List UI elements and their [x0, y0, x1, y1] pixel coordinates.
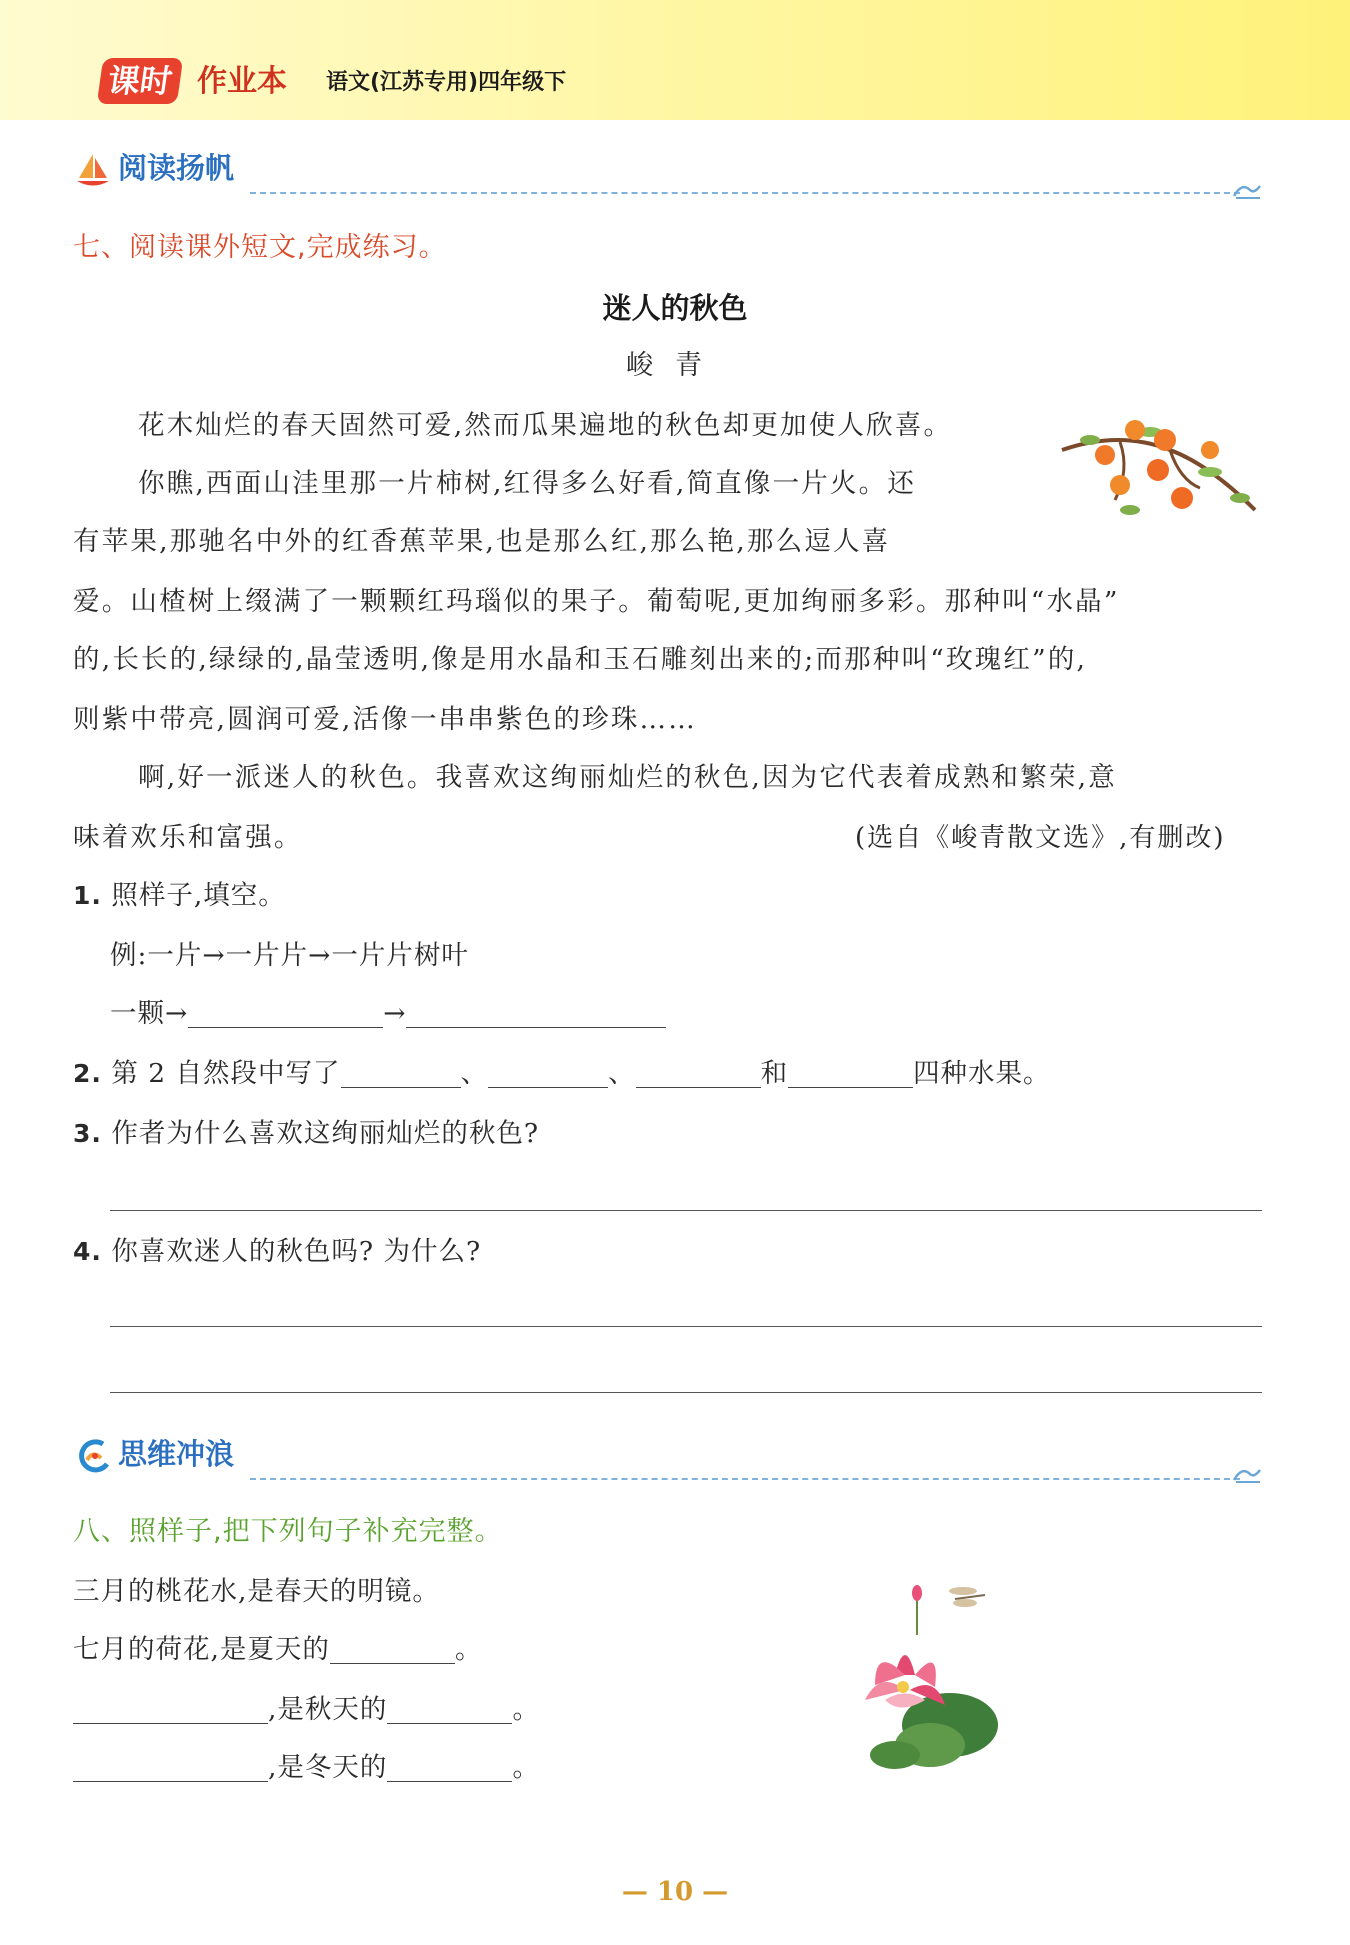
section-divider [250, 1478, 1240, 1480]
exercise-prompt: 你喜欢迷人的秋色吗? 为什么? [111, 1236, 482, 1267]
surf-wave-icon [73, 1436, 113, 1476]
answer-blank[interactable] [636, 1057, 761, 1088]
fill-prompt: 一颗→ [110, 998, 189, 1029]
exercise-2 [73, 1054, 1051, 1094]
fill-sentence-winter [73, 1748, 540, 1788]
answer-blank[interactable] [387, 1693, 512, 1724]
question-heading-7: 七、阅读课外短文,完成练习。 [73, 232, 447, 263]
conjunction: 和 [760, 1058, 789, 1089]
wave-ornament-icon [1232, 1462, 1262, 1484]
exercise-1-example: 例:一片→一片片→一片片树叶 [110, 940, 469, 971]
answer-blank[interactable] [488, 1057, 608, 1088]
book-subtitle: 语文(江苏专用)四年级下 [326, 70, 567, 95]
page-number: — 10 — [621, 1877, 729, 1907]
example-sentence: 三月的桃花水,是春天的明镜。 [73, 1576, 440, 1607]
exercise-number: 1. [73, 881, 102, 910]
answer-line[interactable] [110, 1392, 1262, 1393]
article-line: 有苹果,那驰名中外的红香蕉苹果,也是那么红,那么艳,那么逗人喜 [73, 526, 891, 557]
wave-ornament-icon [1232, 178, 1262, 200]
answer-blank[interactable] [406, 997, 666, 1028]
section-divider [250, 192, 1240, 194]
exercise-3 [73, 1114, 539, 1154]
lotus-dragonfly-illustration [835, 1575, 1000, 1775]
exercise-number: 2. [73, 1059, 102, 1088]
sentence-middle: ,是秋天的 [268, 1694, 388, 1725]
sentence-end: 。 [454, 1634, 483, 1665]
sentence-end: 。 [512, 1752, 540, 1783]
answer-blank[interactable] [387, 1751, 512, 1782]
answer-blank[interactable] [73, 1751, 268, 1782]
brand-title: 作业本 [197, 64, 287, 99]
article-line: 爱。山楂树上缀满了一颗颗红玛瑙似的果子。葡萄呢,更加绚丽多彩。那种叫“水晶” [73, 586, 1120, 617]
separator: 、 [608, 1058, 636, 1089]
brand-logo: 课时 [97, 58, 183, 104]
article-line: 的,长长的,绿绿的,晶莹透明,像是用水晶和玉石雕刻出来的;而那种叫“玫瑰红”的, [73, 644, 1088, 675]
fill-sentence-autumn [73, 1690, 540, 1730]
exercise-1-fill [110, 994, 666, 1034]
article-title: 迷人的秋色 [602, 291, 748, 325]
sentence-middle: ,是冬天的 [268, 1752, 388, 1783]
exercise-1 [73, 876, 286, 916]
persimmon-branch-illustration [1060, 410, 1260, 550]
answer-blank[interactable] [188, 997, 383, 1028]
exercise-prompt: 第 2 自然段中写了 [111, 1058, 341, 1089]
article-line: 花木灿烂的春天固然可爱,然而瓜果遍地的秋色却更加使人欣喜。 [138, 410, 953, 441]
answer-blank[interactable] [788, 1057, 913, 1088]
answer-line[interactable] [110, 1326, 1262, 1327]
answer-blank[interactable] [73, 1693, 268, 1724]
exercise-number: 4. [73, 1237, 102, 1266]
section-title-thinking: 思维冲浪 [118, 1437, 235, 1471]
article-line: 味着欢乐和富强。 [73, 822, 303, 853]
answer-line[interactable] [110, 1210, 1262, 1211]
article-author: 峻青 [626, 350, 724, 381]
answer-blank[interactable] [330, 1633, 455, 1664]
sentence-end: 。 [512, 1694, 540, 1725]
exercise-number: 3. [73, 1119, 102, 1148]
exercise-suffix: 四种水果。 [913, 1058, 1051, 1089]
article-source: (选自《峻青散文选》,有删改) [855, 823, 1226, 853]
exercise-4 [73, 1232, 481, 1272]
sentence-prefix: 七月的荷花,是夏天的 [73, 1634, 330, 1665]
sailboat-icon [73, 150, 113, 190]
header-band [0, 0, 1350, 120]
section-title-reading: 阅读扬帆 [118, 151, 235, 185]
separator: 、 [460, 1058, 489, 1089]
exercise-prompt: 照样子,填空。 [111, 880, 286, 911]
exercise-prompt: 作者为什么喜欢这绚丽灿烂的秋色? [111, 1118, 540, 1149]
article-line: 啊,好一派迷人的秋色。我喜欢这绚丽灿烂的秋色,因为它代表着成熟和繁荣,意 [138, 762, 1117, 793]
answer-blank[interactable] [341, 1057, 461, 1088]
question-heading-8: 八、照样子,把下列句子补充完整。 [73, 1516, 503, 1547]
article-line: 你瞧,西面山洼里那一片柿树,红得多么好看,简直像一片火。还 [138, 468, 917, 499]
arrow-label: → [383, 998, 407, 1029]
fill-sentence-summer [73, 1630, 482, 1670]
article-line: 则紫中带亮,圆润可爱,活像一串串紫色的珍珠…… [73, 704, 697, 735]
